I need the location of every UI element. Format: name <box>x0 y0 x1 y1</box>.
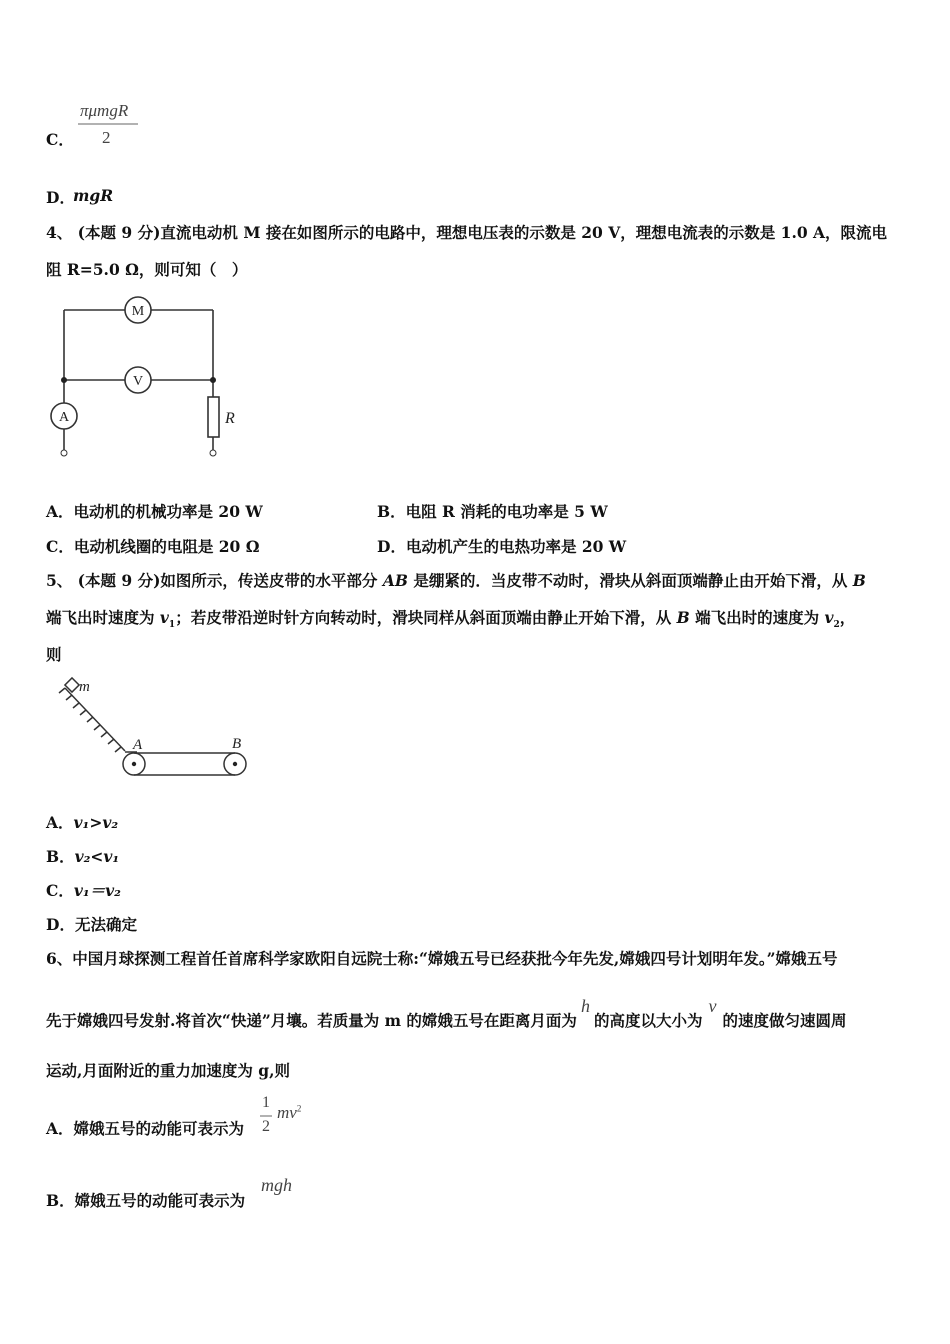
q3-optD-label: D． <box>46 188 75 207</box>
q5-stem-line1: 5、 (本题 9 分)如图所示，传送皮带的水平部分 AB 是绷紧的．当皮带不动时，滑块从斜面顶端静止由开始下滑，从 B <box>46 571 866 590</box>
q3-optC-fraction-bar <box>78 123 142 126</box>
incline-surface <box>65 688 125 751</box>
q5-conveyor-diagram <box>45 676 255 786</box>
voltmeter-label: V <box>132 374 144 389</box>
q4-option-C: C．电动机线圈的电阻是 20 Ω <box>46 537 260 556</box>
resistor-label: R <box>225 410 235 427</box>
q4-option-B: B．电阻 R 消耗的电功率是 5 W <box>377 502 608 521</box>
q4-option-A: A．电动机的机械功率是 20 W <box>46 502 263 521</box>
point-A-label: A <box>133 737 143 753</box>
q6-optA-expression: $mv^2$ <box>277 1103 302 1122</box>
q3-optC-denominator: 2 <box>102 128 111 147</box>
q3-optC-label: C． <box>46 130 74 149</box>
q4-option-D: D．电动机产生的电热功率是 20 W <box>377 537 627 556</box>
q5-option-A: A．v₁>v₂ <box>46 813 119 832</box>
q6-optA-numerator: 1 <box>262 1094 270 1111</box>
q4-stem-line1: 4、 (本题 9 分)直流电动机 M 接在如图所示的电路中，理想电压表的示数是 20 V，理想电流表的示数是 1.0 A，限流电 <box>46 223 888 242</box>
q5-option-D: D．无法确定 <box>46 915 137 934</box>
q5-option-C: C．v₁＝v₂ <box>46 881 121 900</box>
q4-circuit-diagram <box>45 292 245 462</box>
q6-option-A: A．嫦娥五号的动能可表示为 <box>46 1119 245 1138</box>
q5-stem-line2: 端飞出时速度为 $v_1$；若皮带沿逆时针方向转动时，滑块同样从斜面顶端由静止开始下滑，从 B 端飞出时的速度为 $v_2$， <box>46 608 856 631</box>
q3-optC-numerator: πμmgR <box>80 101 129 120</box>
q5-stem-line3: 则 <box>46 645 62 664</box>
q3-optD-value: mgR <box>73 186 114 205</box>
q6-optA-denominator: 2 <box>262 1118 270 1135</box>
q6-optB-expression: mgh <box>261 1175 292 1195</box>
q4-stem-line2: 阻 R=5.0 Ω，则可知（ ） <box>46 260 248 279</box>
q6-stem-line1: 6、中国月球探测工程首任首席科学家欧阳自远院士称:“嫦娥五号已经获批今年先发,嫦娥四号计划明年发。”嫦娥五号 <box>46 949 838 968</box>
resistor-symbol <box>208 397 219 437</box>
ammeter-label: A <box>58 410 70 425</box>
motor-label: M <box>131 304 145 319</box>
q5-option-B: B．v₂<v₁ <box>46 847 120 866</box>
mass-label: m <box>79 679 90 695</box>
point-B-label: B <box>232 736 242 752</box>
q6-stem-line3: 运动,月面附近的重力加速度为 g,则 <box>46 1061 291 1080</box>
q6-stem-line2: 先于嫦娥四号发射.将首次“快递”月壤。若质量为 m 的嫦娥五号在距离月面为h的高度以大小为v的速度做匀速圆周 <box>46 996 847 1030</box>
q6-option-B: B．嫦娥五号的动能可表示为 <box>46 1191 246 1210</box>
